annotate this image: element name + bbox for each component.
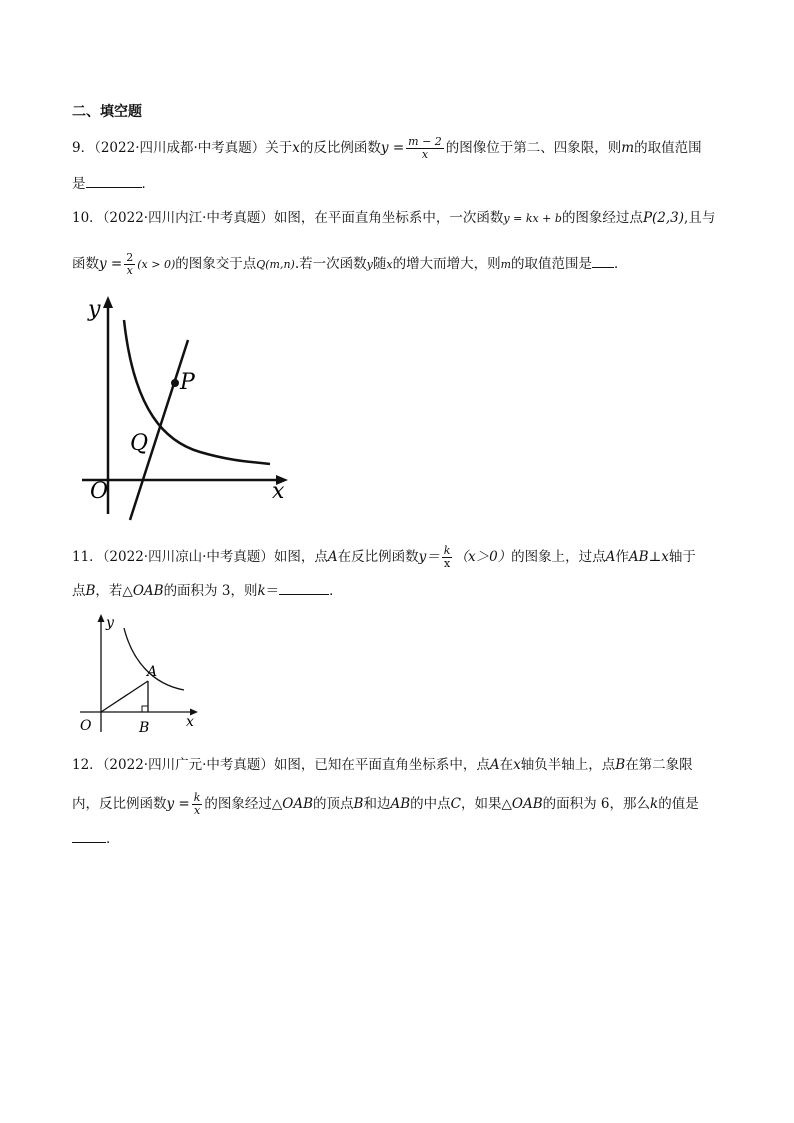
- q10-figure: [76, 292, 296, 524]
- q9-text: 是: [72, 176, 86, 192]
- q11-label-o: O: [80, 718, 92, 734]
- q11-label-a: A: [147, 664, 158, 680]
- q9-var-x: x: [292, 140, 300, 156]
- q9-answer-blank[interactable]: [86, 173, 142, 188]
- q9-text: 关于: [265, 140, 293, 156]
- q10-point-p: P(2,3): [642, 210, 685, 226]
- q11-answer-blank[interactable]: [279, 580, 329, 595]
- q11-source: （2022·四川凉山·中考真题）: [102, 549, 274, 565]
- q10-label-x: x: [272, 479, 285, 504]
- q10-line2: 函数y = $\frac{2}{x}$ (x > 0)的图象交于点Q(m,n).若一次函数y随x的增大而增大，则m的取值范围是 ．: [72, 251, 628, 277]
- q11-line1: 11．（2022·四川凉山·中考真题）如图，点A在反比例函数y＝ $\frac{k}{x}$ （x＞0）的图象上，过点A作AB⊥x轴于: [72, 544, 696, 570]
- q11-y-arrow: [98, 614, 105, 622]
- q10-point-p-dot: [171, 379, 179, 387]
- q9-var-m: m: [621, 140, 635, 156]
- section-title: 二、填空题: [72, 104, 142, 120]
- q9-text: 的图像位于第二、四象限，则: [445, 140, 622, 156]
- q10-linear-eq: y = kx + b: [503, 212, 562, 225]
- q9-source: （2022·四川成都·中考真题）: [94, 140, 266, 156]
- q11-figure: [74, 612, 206, 736]
- q10-answer-blank[interactable]: [592, 253, 614, 268]
- q10-line: [130, 340, 188, 520]
- q9-text: 的取值范围: [634, 140, 702, 156]
- q11-hyperbola: [124, 628, 184, 690]
- q11-label-b: B: [139, 720, 150, 736]
- q10-y-arrow: [103, 296, 113, 308]
- q12-line3: ．: [72, 828, 120, 849]
- q12-line2: 内，反比例函数y = $\frac{k}{x}$ 的图象经过△OAB的顶点B和边AB的中点C，如果△OAB的面积为 6，那么k的值是: [72, 791, 699, 817]
- q11-line2: 点B，若△OAB的面积为 3，则k＝ ．: [72, 580, 343, 601]
- q9-line2: 是 ．: [72, 173, 155, 194]
- q11-fraction: $\frac{k}{x}$: [443, 544, 451, 570]
- q11-segment-oa: [101, 681, 148, 712]
- q10-label-o: O: [90, 479, 109, 504]
- q12-source: （2022·四川广元·中考真题）: [102, 757, 274, 773]
- q12-line1: 12．（2022·四川广元·中考真题）如图，已知在平面直角坐标系中，点A在x轴负半轴上，点B在第二象限: [72, 757, 693, 773]
- q9-fraction: $\frac{m - 2}{x}$: [408, 135, 442, 161]
- q9-number: 9．: [72, 140, 95, 156]
- q10-fraction: $\frac{2}{x}$: [126, 251, 134, 277]
- q9-text: 的反比例函数: [299, 140, 381, 156]
- q12-answer-blank[interactable]: [72, 828, 106, 843]
- q10-point-q: Q(m,n): [256, 258, 295, 271]
- q11-number: 11．: [72, 549, 103, 565]
- q10-label-p: P: [180, 370, 195, 395]
- q9-y-eq: y =: [380, 140, 405, 156]
- q11-label-y: y: [106, 615, 114, 631]
- q11-label-x: x: [186, 714, 194, 730]
- q10-label-y: y: [88, 297, 101, 322]
- q12-fraction: $\frac{k}{x}$: [193, 791, 201, 817]
- q10-line1: 10．（2022·四川内江·中考真题）如图，在平面直角坐标系中，一次函数y = kx + b的图象经过点P(2,3),且与: [72, 210, 716, 226]
- q10-label-q: Q: [130, 431, 149, 456]
- q11-right-angle: [142, 706, 148, 712]
- q10-number: 10．: [72, 210, 103, 226]
- q9-line1: [72, 136, 702, 161]
- q10-source: （2022·四川内江·中考真题）: [102, 210, 274, 226]
- q12-number: 12．: [72, 757, 103, 773]
